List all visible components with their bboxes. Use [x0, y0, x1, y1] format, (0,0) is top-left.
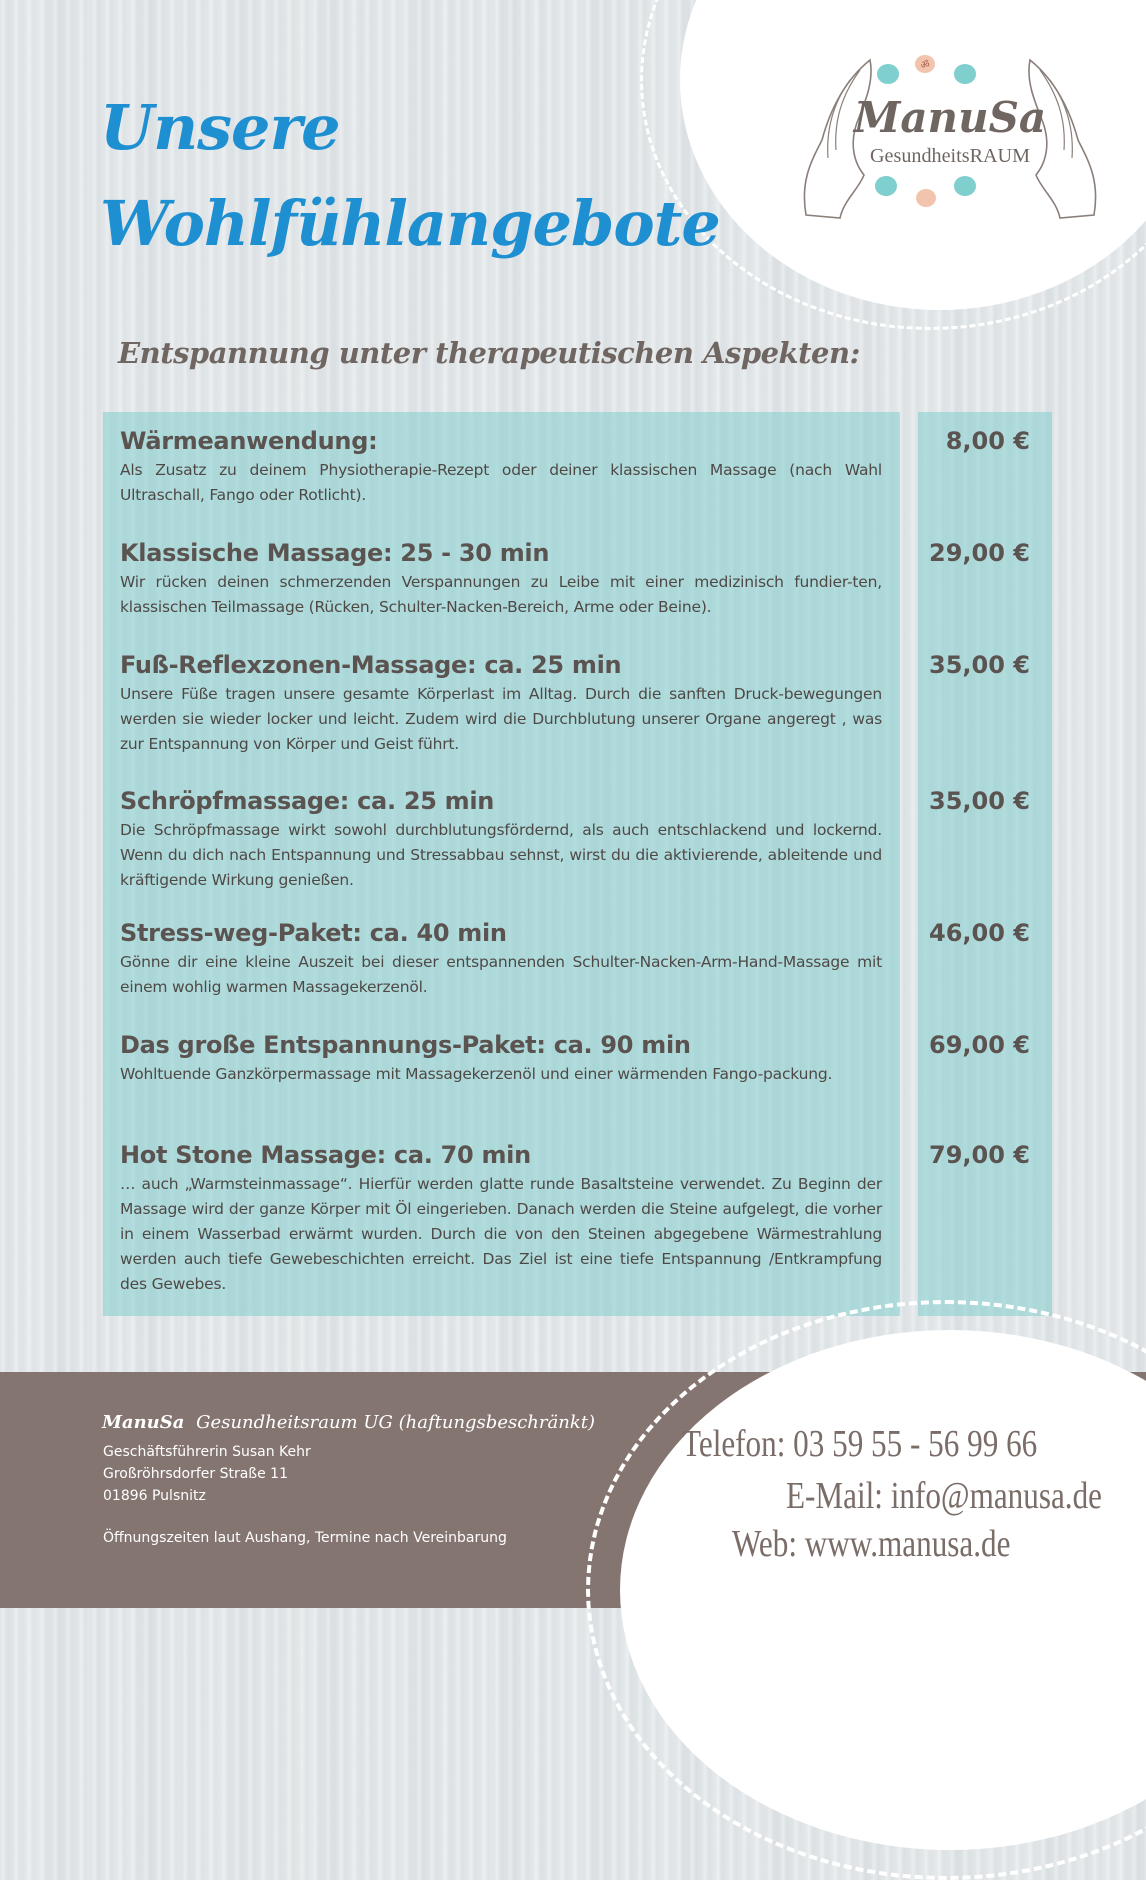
offer-price: 69,00 €	[929, 1031, 1030, 1059]
offer-item	[120, 426, 882, 508]
street-line: Großröhrsdorfer Straße 11	[103, 1466, 288, 1482]
offer-description: Wir rücken deinen schmerzenden Verspannungen zu Leibe mit einer medizinisch fundier-ten, klassischen Teilmassage (Rücken, Schulter-Nacken-Bereich, Arme oder Beine).	[120, 573, 882, 616]
offer-name: Klassische Massage: 25 - 30 min	[120, 539, 550, 567]
offer-name: Stress-weg-Paket: ca. 40 min	[120, 919, 507, 947]
company-legal-name: Gesundheitsraum UG (haftungsbeschränkt)	[196, 1412, 595, 1433]
offer-name: Das große Entspannungs-Paket: ca. 90 min	[120, 1031, 691, 1059]
phone-number[interactable]: Telefon: 03 59 55 - 56 99 66	[682, 1423, 1038, 1465]
company-name	[102, 1412, 595, 1433]
title-line-2: Wohlfühlangebote	[100, 187, 720, 260]
offer-price: 8,00 €	[945, 427, 1030, 455]
logo-tagline: GesundheitsRAUM	[870, 145, 1031, 167]
offer-name: Hot Stone Massage: ca. 70 min	[120, 1141, 531, 1169]
page-subtitle: Entspannung unter therapeutischen Aspekten:	[118, 336, 860, 370]
offer-price: 79,00 €	[929, 1141, 1030, 1169]
page-title	[100, 80, 720, 272]
website-link[interactable]: Web: www.manusa.de	[732, 1523, 1011, 1565]
offer-name: Schröpfmassage: ca. 25 min	[120, 787, 495, 815]
offer-description: Unsere Füße tragen unsere gesamte Körperlast im Alltag. Durch die sanften Druck-bewegungen werden sie wieder locker und leicht. Zudem wird die Durchblutung unserer Organe angeregt , was zur Entspannung von Körper und Geist führt.	[120, 685, 882, 753]
dot-icon	[877, 64, 899, 84]
om-symbol: ॐ	[920, 60, 930, 71]
offer-description: Als Zusatz zu deinem Physiotherapie-Rezept oder deiner klassischen Massage (nach Wahl Ultraschall, Fango oder Rotlicht).	[120, 461, 882, 504]
company-brand: ManuSa	[102, 1412, 185, 1433]
offer-price: 46,00 €	[929, 919, 1030, 947]
offer-item	[120, 538, 882, 620]
offer-description: Gönne dir eine kleine Auszeit bei dieser entspannenden Schulter-Nacken-Arm-Hand-Massage mit einem wohlig warmen Massagekerzenöl.	[120, 953, 882, 996]
offer-description: … auch „Warmsteinmassage“. Hierfür werden glatte runde Basaltsteine verwendet. Zu Beginn der Massage wird der ganze Körper mit Öl eingerieben. Danach werden die Steine aufgelegt, die vorher in einem Wasserbad erwärmt wurden. Durch die von den Steinen abgegebene Wärmestrahlung werden auch tiefe Gewebeschichten erreicht. Das Ziel ist eine tiefe Entspannung /Entkrampfung des Gewebes.	[120, 1175, 882, 1293]
offer-name: Fuß-Reflexzonen-Massage: ca. 25 min	[120, 651, 622, 679]
offer-item	[120, 1030, 882, 1087]
logo-brand: ManuSa	[853, 93, 1047, 142]
dot-icon	[954, 176, 976, 196]
dot-icon	[875, 176, 897, 196]
offer-description: Die Schröpfmassage wirkt sowohl durchblutungsfördernd, als auch entschlackend und lockernd. Wenn du dich nach Entspannung und Stressabbau sehnst, wirst du die aktivierende, ableitende und kräftigende Wirkung genießen.	[120, 821, 882, 889]
offer-price: 29,00 €	[929, 539, 1030, 567]
offer-description: Wohltuende Ganzkörpermassage mit Massagekerzenöl und einer wärmenden Fango-packung.	[120, 1065, 833, 1083]
offer-price: 35,00 €	[929, 787, 1030, 815]
dot-icon	[916, 189, 936, 207]
manusa-logo	[800, 40, 1100, 230]
email-link[interactable]: E-Mail: info@manusa.de	[786, 1475, 1102, 1517]
city-line: 01896 Pulsnitz	[103, 1488, 206, 1504]
offer-price: 35,00 €	[929, 651, 1030, 679]
offer-item	[120, 1140, 882, 1297]
offer-item	[120, 918, 882, 1000]
offer-name: Wärmeanwendung:	[120, 427, 378, 455]
manager-line: Geschäftsführerin Susan Kehr	[103, 1444, 311, 1460]
opening-hours: Öffnungszeiten laut Aushang, Termine nach Vereinbarung	[103, 1530, 507, 1546]
offer-item	[120, 786, 882, 893]
offer-item	[120, 650, 882, 757]
title-line-1: Unsere	[100, 91, 340, 164]
dot-icon	[954, 64, 976, 84]
